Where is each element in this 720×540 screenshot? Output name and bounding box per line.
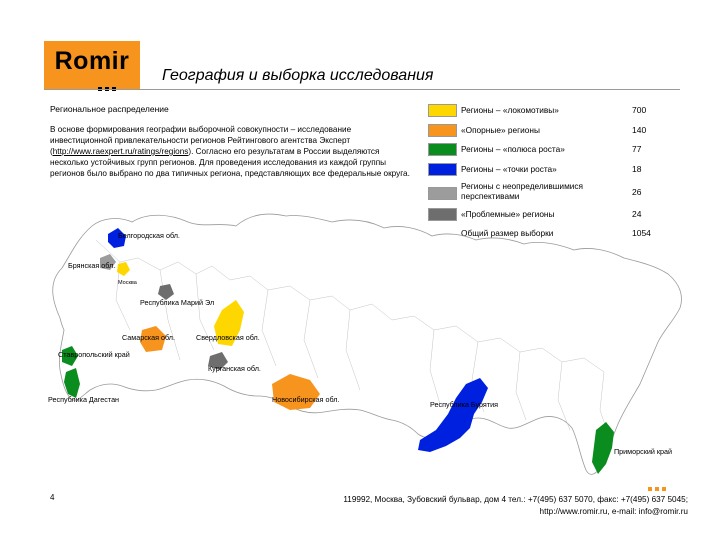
label-stavropol: Ставропольский край xyxy=(58,350,130,359)
legend-row xyxy=(428,181,688,207)
label-primorsky: Приморский край xyxy=(614,447,673,456)
label-belgorod: Белгородская обл. xyxy=(118,231,180,240)
legend-row xyxy=(428,122,688,142)
label-moscow: Москва xyxy=(118,280,137,286)
legend-row xyxy=(428,141,688,161)
legend-value: 24 xyxy=(632,209,642,219)
romir-logo xyxy=(44,41,140,90)
page-number: 4 xyxy=(50,493,55,502)
logo-dots xyxy=(98,78,120,84)
legend-row xyxy=(428,102,688,122)
description-text xyxy=(50,124,410,179)
footer-contacts xyxy=(343,494,688,518)
legend-value: 1054 xyxy=(632,228,651,238)
legend-name: «Опорные» регионы xyxy=(461,125,540,135)
raexpert-link[interactable]: http://www.raexpert.ru/ratings/regions xyxy=(52,147,189,156)
legend-swatch xyxy=(428,104,457,117)
label-novosibirsk: Новосибирская обл. xyxy=(272,395,340,404)
label-bryansk: Брянская обл. xyxy=(68,261,116,270)
legend-value: 700 xyxy=(632,105,647,115)
legend-name: Регионы – «полюса роста» xyxy=(461,144,565,154)
label-dagestan: Республика Дагестан xyxy=(48,395,120,404)
legend-name: «Проблемные» регионы xyxy=(461,209,555,219)
buryatia-region xyxy=(418,378,488,452)
legend-value: 18 xyxy=(632,164,642,174)
label-mariel: Республика Марий Эл xyxy=(140,298,215,307)
legend-name: Регионы – «локомотивы» xyxy=(461,105,559,115)
legend-value: 77 xyxy=(632,144,642,154)
novosibirsk-region xyxy=(272,374,320,410)
label-buryatia: Республика Бурятия xyxy=(430,400,499,409)
legend-swatch xyxy=(428,143,457,156)
legend-name: Регионы – «точки роста» xyxy=(461,164,557,174)
russia-map xyxy=(40,210,690,488)
legend-swatch xyxy=(428,124,457,137)
desc-part1: В основе формирования географии выборочной совокупности – исследование инвестиционной привлекательности регионов Рейтингового агентства Эксперт ( xyxy=(50,125,352,156)
dagestan-region xyxy=(64,368,80,398)
title-divider xyxy=(44,89,680,90)
logo-text: Romir xyxy=(54,47,130,75)
legend-swatch xyxy=(428,163,457,176)
footer-address: 119992, Москва, Зубовский бульвар, дом 4 тел.: +7(495) 637 5070, факс: +7(495) 637 5045; xyxy=(343,495,688,504)
legend-swatch xyxy=(428,187,457,200)
legend-value: 140 xyxy=(632,125,647,135)
page-title: География и выборка исследования xyxy=(162,67,434,84)
desc-part2: ). Согласно его результатам в России выделяются несколько устойчивых групп регионов. Для проведения исследования из каждой группы регионов было выбрано по два типичных региона, представляющих все федеральные округа. xyxy=(50,147,410,178)
legend-value: 26 xyxy=(632,187,642,197)
footer-web: http://www.romir.ru, e-mail: info@romir.ru xyxy=(539,507,688,516)
label-samara: Самарская обл. xyxy=(122,333,175,342)
legend-name: Регионы с неопределившимися перспективами xyxy=(461,181,584,201)
legend-name: Общий размер выборки xyxy=(461,228,554,238)
label-kurgan: Курганская обл. xyxy=(208,364,261,373)
section-title: Региональное распределение xyxy=(50,104,169,114)
legend-row xyxy=(428,161,688,181)
primorsky-region xyxy=(592,422,614,474)
label-sverdlovsk: Свердловская обл. xyxy=(196,333,260,342)
